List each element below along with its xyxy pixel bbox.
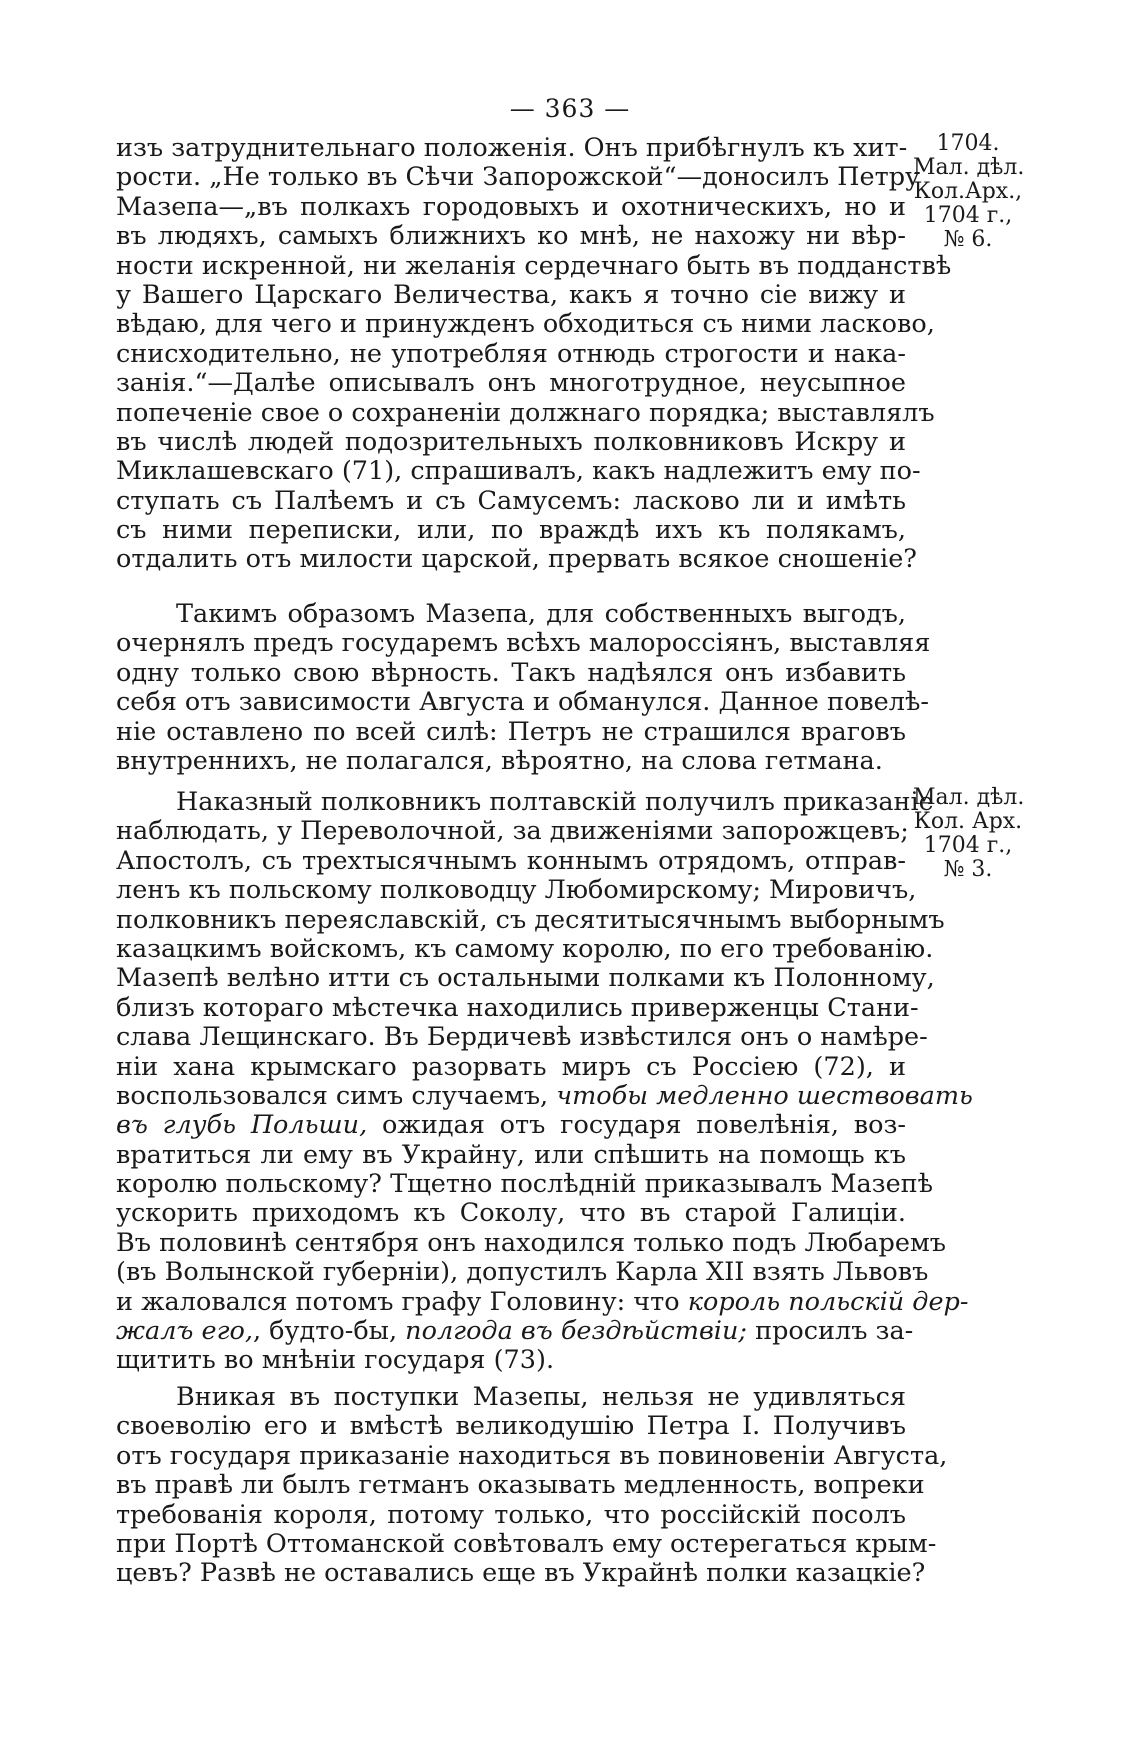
margin-note-2 (913, 786, 1023, 882)
text-line: близъ котораго мѣстечка находились приверженцы Стани- (116, 992, 919, 1023)
text-line: полковникъ переяславскій, съ десятитысячнымъ выборнымъ (116, 904, 945, 935)
text-line: королю польскому? Тщетно послѣдній приказывалъ Мазепѣ (116, 1169, 934, 1200)
text-line: отдалить отъ милости царской, прервать всякое сношеніе? (116, 544, 917, 575)
text-fragment: просилъ за- (746, 1316, 914, 1347)
text-fragment: , будто-бы, (252, 1316, 406, 1347)
text-line (116, 1111, 906, 1140)
margin-note-line: 1704. (936, 131, 1000, 156)
italic-phrase: въ глубь Польши, (116, 1110, 368, 1141)
margin-note-line: № 6. (943, 227, 993, 252)
paragraph-2 (116, 599, 931, 776)
text-line: себя отъ зависимости Августа и обманулся. Данное повелѣ- (116, 687, 929, 718)
text-line: при Портѣ Оттоманской совѣтовалъ ему остерегаться крым- (116, 1528, 937, 1559)
text-line: ленъ къ польскому полководцу Любомирскому; Мировичъ, (116, 875, 917, 906)
text-line: въ людяхъ, самыхъ ближнихъ ко мнѣ, не нахожу ни вѣр- (116, 221, 906, 252)
text-line: слава Лещинскаго. Въ Бердичевѣ извѣстился онъ о намѣре- (116, 1022, 928, 1053)
text-line: ніе оставлено по всей силѣ: Петръ не страшился враговъ (116, 716, 906, 747)
margin-note-line: Мал. дѣл. (913, 785, 1025, 810)
margin-note-line: Кол.Арх., (913, 179, 1023, 204)
text-fragment: воспользовался симъ случаемъ, (116, 1080, 557, 1111)
text-line: вѣдаю, для чего и принужденъ обходиться съ ними ласково, (116, 309, 935, 340)
text-line: (въ Волынской губерніи), допустилъ Карла XII взять Львовъ (116, 1257, 929, 1288)
text-line: попеченіе свое о сохраненіи должнаго порядка; выставлялъ (116, 397, 935, 428)
text-fragment: и жаловался потомъ графу Головину: что (116, 1286, 688, 1317)
page-number: — 363 — (509, 94, 631, 123)
text-line: казацкимъ войскомъ, къ самому королю, по его требованію. (116, 933, 934, 964)
italic-phrase: полгода въ бездѣйствіи; (405, 1316, 747, 1347)
text-line: у Вашего Царскаго Величества, какъ я точно сіе вижу и (116, 279, 906, 310)
text-line: своеволію его и вмѣстѣ великодушію Петра I. Получивъ (116, 1411, 906, 1442)
text-line: въ числѣ людей подозрительныхъ полковниковъ Искру и (116, 426, 906, 457)
text-line: съ ними переписки, или, по враждѣ ихъ къ полякамъ, (116, 515, 906, 546)
text-fragment: ожидая отъ государя повелѣнія, воз- (367, 1110, 906, 1141)
text-line: Такимъ образомъ Мазепа, для собственныхъ выгодъ, (176, 599, 906, 629)
text-line: Миклашевскаго (71), спрашивалъ, какъ надлежитъ ему по- (116, 456, 921, 487)
text-line: ности искренной, ни желанія сердечнаго быть въ подданствѣ (116, 250, 952, 281)
text-line (116, 1316, 914, 1347)
text-line: рости. „Не только въ Сѣчи Запорожской“—доносилъ Петру (116, 162, 921, 193)
text-line: отъ государя приказаніе находиться въ повиновеніи Августа, (116, 1440, 948, 1471)
text-line (116, 1080, 973, 1111)
text-line: Мазепа—„въ полкахъ городовыхъ и охотническихъ, но и (116, 191, 906, 222)
margin-note-line: № 3. (943, 857, 993, 882)
margin-note-line: 1704 г., (923, 833, 1013, 858)
text-line: Наказный полковникъ полтавскій получилъ приказаніе (176, 787, 934, 817)
text-line: снисходительно, не употребляя отнюдь строгости и нака- (116, 338, 906, 369)
text-line: ускорить приходомъ къ Соколу, что въ старой Галиціи. (116, 1198, 906, 1229)
text-line: одну только свою вѣрность. Такъ надѣялся онъ избавить (116, 657, 906, 688)
margin-note-line: Мал. дѣл. (913, 155, 1025, 180)
paragraph-1 (116, 133, 952, 575)
text-line: наблюдать, у Переволочной, за движеніями запорожцевъ; (116, 816, 909, 847)
italic-phrase: король польскій дер- (687, 1286, 969, 1317)
text-line: требованія короля, потому только, что россійскій посолъ (116, 1499, 906, 1530)
margin-note-1 (913, 132, 1023, 252)
text-line: Вникая въ поступки Мазепы, нельзя не удивляться (176, 1382, 906, 1412)
margin-note-line: 1704 г., (923, 203, 1013, 228)
margin-note-line: Кол. Арх. (913, 809, 1023, 834)
italic-phrase: жалъ его, (116, 1316, 253, 1347)
text-line: щитить во мнѣніи государя (73). (116, 1345, 555, 1376)
text-line: вратиться ли ему въ Украйну, или спѣшить на помощь къ (116, 1139, 906, 1170)
text-line: изъ затруднительнаго положенія. Онъ прибѣгнулъ къ хит- (116, 133, 908, 163)
text-line: цевъ? Развѣ не оставались еще въ Украйнѣ полки казацкіе? (116, 1558, 926, 1589)
text-line: Мазепѣ велѣно итти съ остальными полками къ Полонному, (116, 963, 935, 994)
text-line: въ правѣ ли былъ гетманъ оказывать медленность, вопреки (116, 1470, 925, 1501)
text-line: очернялъ предъ государемъ всѣхъ малороссіянъ, выставляя (116, 628, 931, 659)
text-line: ніи хана крымскаго разорвать миръ съ Россіею (72), и (116, 1051, 906, 1082)
paragraph-4 (116, 1382, 948, 1589)
text-line: ступать съ Палѣемъ и съ Самусемъ: ласково ли и имѣть (116, 485, 906, 516)
text-line: внутреннихъ, не полагался, вѣроятно, на слова гетмана. (116, 745, 883, 776)
text-line: Апостолъ, съ трехтысячнымъ коннымъ отрядомъ, отправ- (116, 845, 906, 876)
text-line (116, 1286, 969, 1317)
text-line: занія.“—Далѣе описывалъ онъ многотрудное, неусыпное (116, 368, 906, 399)
text-line: Въ половинѣ сентября онъ находился только подъ Любаремъ (116, 1227, 947, 1258)
italic-phrase: чтобы медленно шествовать (556, 1080, 973, 1111)
